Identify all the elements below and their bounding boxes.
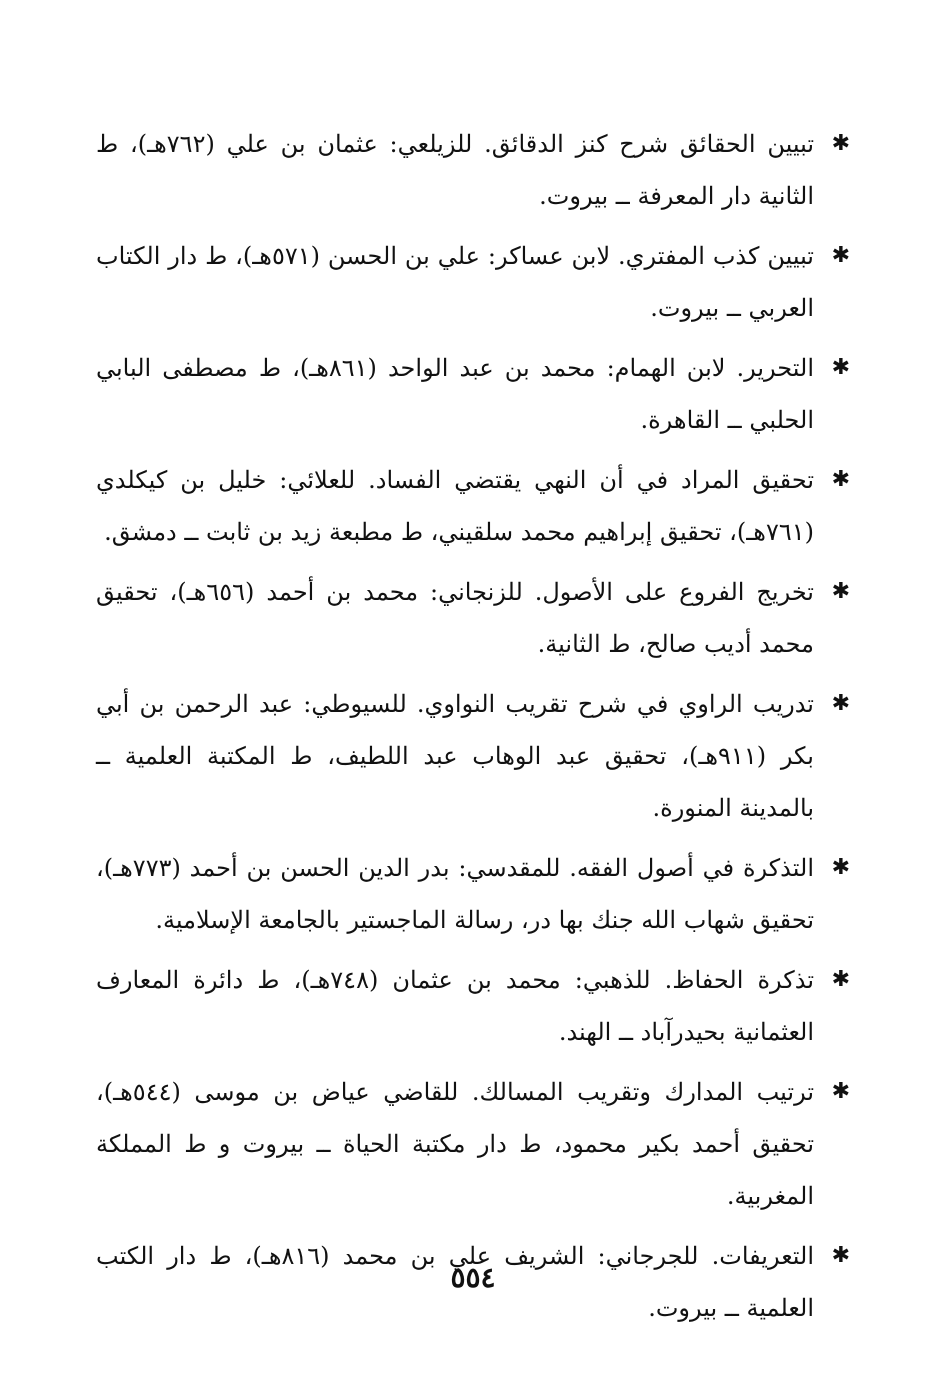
asterisk-bullet-icon: ✱: [831, 855, 850, 880]
entry-text: تذكرة الحفاظ. للذهبي: محمد بن عثمان (٧٤٨هـ)، ط دائرة المعارف العثمانية بحيدرآباد ــ الهند.: [96, 966, 814, 1046]
asterisk-bullet-icon: ✱: [831, 467, 850, 492]
bibliography-entry: [96, 454, 850, 558]
entry-text: تبيين الحقائق شرح كنز الدقائق. للزيلعي: عثمان بن علي (٧٦٢هـ)، ط الثانية دار المعرفة ــ بيروت.: [96, 130, 814, 210]
entry-text: التذكرة في أصول الفقه. للمقدسي: بدر الدين الحسن بن أحمد (٧٧٣هـ)، تحقيق شهاب الله جنك بها در، رسالة الماجستير بالجامعة الإسلامية.: [96, 854, 815, 934]
bibliography-entry: [96, 566, 850, 670]
bibliography-entry: [96, 230, 850, 334]
asterisk-bullet-icon: ✱: [831, 579, 850, 604]
entry-text: تدريب الراوي في شرح تقريب النواوي. للسيوطي: عبد الرحمن بن أبي بكر (٩١١هـ)، تحقيق عبد الوهاب عبد اللطيف، ط المكتبة العلمية ــ بالمدينة المنورة.: [96, 690, 814, 822]
entry-text: التعريفات. للجرجاني: الشريف علي بن محمد (٨١٦هـ)، ط دار الكتب العلمية ــ بيروت.: [96, 1242, 815, 1322]
entry-text: ترتيب المدارك وتقريب المسالك. للقاضي عياض بن موسى (٥٤٤هـ)، تحقيق أحمد بكير محمود، ط دار مكتبة الحياة ــ بيروت و ط المملكة المغربية.: [96, 1078, 814, 1210]
asterisk-bullet-icon: ✱: [831, 243, 850, 268]
bibliography-list: [96, 118, 850, 1342]
bibliography-entry: [96, 118, 850, 222]
entry-text: تحقيق المراد في أن النهي يقتضي الفساد. للعلائي: خليل بن كيكلدي (٧٦١هـ)، تحقيق إبراهيم محمد سلقيني، ط مطبعة زيد بن ثابت ــ دمشق.: [96, 466, 814, 546]
asterisk-bullet-icon: ✱: [831, 967, 850, 992]
asterisk-bullet-icon: ✱: [831, 355, 850, 380]
entry-text: التحرير. لابن الهمام: محمد بن عبد الواحد (٨٦١هـ)، ط مصطفى البابي الحلبي ــ القاهرة.: [96, 354, 814, 434]
asterisk-bullet-icon: ✱: [831, 1079, 850, 1104]
asterisk-bullet-icon: ✱: [831, 1243, 850, 1268]
asterisk-bullet-icon: ✱: [831, 691, 850, 716]
page-number: ٥٥٤: [450, 1261, 496, 1294]
entry-text: تخريج الفروع على الأصول. للزنجاني: محمد بن أحمد (٦٥٦هـ)، تحقيق محمد أديب صالح، ط الثانية.: [96, 578, 814, 658]
asterisk-bullet-icon: ✱: [831, 131, 850, 156]
bibliography-entry: [96, 342, 850, 446]
bibliography-entry: [96, 1066, 850, 1222]
entry-text: تبيين كذب المفتري. لابن عساكر: علي بن الحسن (٥٧١هـ)، ط دار الكتاب العربي ــ بيروت.: [96, 242, 814, 322]
bibliography-entry: [96, 954, 850, 1058]
bibliography-entry: [96, 678, 850, 834]
bibliography-entry: [96, 842, 850, 946]
